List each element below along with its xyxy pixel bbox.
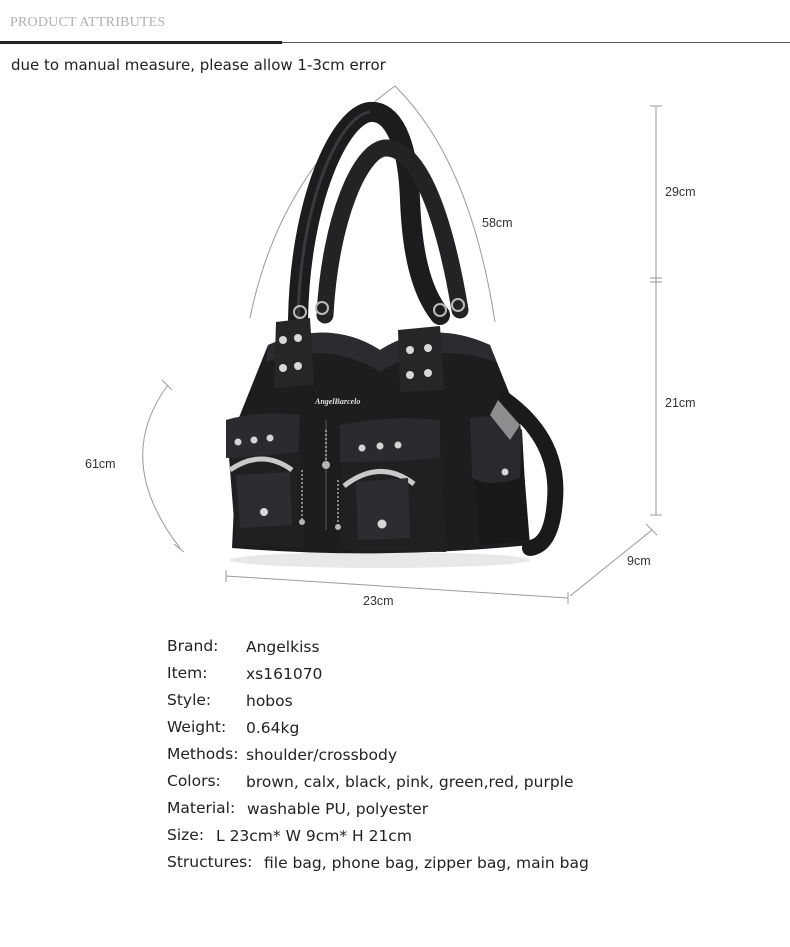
bag-height-label: 21cm <box>665 396 696 410</box>
spec-label: Methods: <box>167 745 239 763</box>
header-accent-bar <box>0 41 282 44</box>
brand-logo: AngelBarcelo <box>315 397 361 406</box>
spec-value: 0.64kg <box>246 719 300 737</box>
measurement-note: due to manual measure, please allow 1-3cm error <box>11 56 386 74</box>
bag-depth-label: 9cm <box>627 554 651 568</box>
spec-value: hobos <box>246 692 293 710</box>
spec-label: Material: <box>167 799 236 817</box>
spec-label: Brand: <box>167 637 219 655</box>
spec-label: Style: <box>167 691 212 709</box>
handbag-image <box>226 112 555 568</box>
section-title: PRODUCT ATTRIBUTES <box>10 15 166 30</box>
spec-value: L 23cm* W 9cm* H 21cm <box>216 827 412 845</box>
strap-length-label: 58cm <box>482 216 513 230</box>
bag-length-label: 23cm <box>363 594 394 608</box>
spec-label: Size: <box>167 826 205 844</box>
spec-label: Item: <box>167 664 208 682</box>
spec-value: Angelkiss <box>246 638 320 656</box>
drop-length-label: 29cm <box>665 185 696 199</box>
spec-value: file bag, phone bag, zipper bag, main bag <box>264 854 589 872</box>
section-header <box>0 0 790 44</box>
spec-label: Weight: <box>167 718 227 736</box>
spec-label: Colors: <box>167 772 221 790</box>
spec-value: shoulder/crossbody <box>246 746 398 764</box>
crossbody-arc-line <box>143 385 180 548</box>
length-line <box>226 576 568 598</box>
spec-value: xs161070 <box>246 665 323 683</box>
crossbody-length-label: 61cm <box>85 457 116 471</box>
spec-value: brown, calx, black, pink, green,red, purple <box>246 773 574 791</box>
spec-value: washable PU, polyester <box>247 800 429 818</box>
spec-label: Structures: <box>167 853 253 871</box>
product-figure <box>0 75 790 620</box>
